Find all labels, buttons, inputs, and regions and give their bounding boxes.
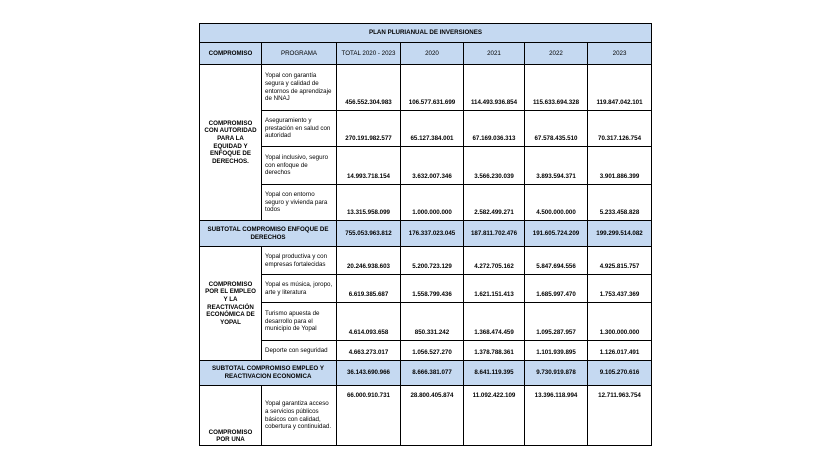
y2023-cell: 119.847.042.101	[588, 65, 652, 111]
subtotal-2022: 9.730.919.878	[525, 361, 588, 386]
header-2023: 2023	[588, 43, 652, 65]
compromiso-cell: COMPROMISO CON AUTORIDAD PARA LA EQUIDAD Y ENFOQUE DE DERECHOS.	[200, 65, 262, 221]
header-compromiso: COMPROMISO	[200, 43, 262, 65]
header-programa: PROGRAMA	[262, 43, 337, 65]
y2022-cell: 1.685.997.470	[525, 275, 588, 303]
programa-cell: Turismo apuesta de desarrollo para el municipio de Yopal	[262, 303, 337, 341]
total-cell: 6.619.385.687	[337, 275, 401, 303]
programa-cell: Aseguramiento y prestación en salud con autoridad	[262, 111, 337, 147]
y2022-cell: 4.500.000.000	[525, 185, 588, 221]
compromiso-cell: COMPROMISO POR UNA	[200, 386, 262, 446]
y2020-cell: 3.632.007.346	[401, 147, 464, 185]
header-2021: 2021	[464, 43, 525, 65]
table-row	[200, 275, 652, 303]
total-cell: 456.552.304.983	[337, 65, 401, 111]
y2023-cell: 12.711.963.754	[588, 386, 652, 446]
programa-cell: Yopal es música, joropo, arte y literatura	[262, 275, 337, 303]
y2023-cell: 4.925.815.757	[588, 247, 652, 275]
header-row	[200, 43, 652, 65]
y2021-cell: 11.092.422.109	[464, 386, 525, 446]
y2021-cell: 1.378.788.361	[464, 341, 525, 361]
y2022-cell: 13.396.118.994	[525, 386, 588, 446]
programa-cell: Yopal garantiza acceso a servicios públicos básicos con calidad, cobertura y continuidad.	[262, 386, 337, 446]
total-cell: 20.246.938.603	[337, 247, 401, 275]
y2021-cell: 1.368.474.459	[464, 303, 525, 341]
subtotal-2020: 176.337.023.045	[401, 221, 464, 247]
y2021-cell: 114.493.936.854	[464, 65, 525, 111]
programa-cell: Yopal inclusivo, seguro con enfoque de derechos	[262, 147, 337, 185]
y2020-cell: 65.127.384.001	[401, 111, 464, 147]
y2020-cell: 106.577.631.699	[401, 65, 464, 111]
y2022-cell: 115.633.694.328	[525, 65, 588, 111]
subtotal-label: SUBTOTAL COMPROMISO ENFOQUE DE DERECHOS	[200, 221, 337, 247]
y2022-cell: 1.101.939.895	[525, 341, 588, 361]
table-row	[200, 341, 652, 361]
y2022-cell: 1.095.287.957	[525, 303, 588, 341]
subtotal-2022: 191.605.724.209	[525, 221, 588, 247]
subtotal-row	[200, 361, 652, 386]
y2023-cell: 1.753.437.369	[588, 275, 652, 303]
total-cell: 4.663.273.017	[337, 341, 401, 361]
y2021-cell: 4.272.705.162	[464, 247, 525, 275]
y2023-cell: 5.233.458.828	[588, 185, 652, 221]
header-2020: 2020	[401, 43, 464, 65]
subtotal-2021: 8.641.119.395	[464, 361, 525, 386]
subtotal-2023: 199.299.514.082	[588, 221, 652, 247]
total-cell: 4.614.093.658	[337, 303, 401, 341]
y2021-cell: 2.582.499.271	[464, 185, 525, 221]
y2023-cell: 70.317.126.754	[588, 111, 652, 147]
investment-plan-table	[199, 23, 652, 446]
table-row	[200, 65, 652, 111]
table-row	[200, 303, 652, 341]
y2021-cell: 67.169.036.313	[464, 111, 525, 147]
y2020-cell: 1.056.527.270	[401, 341, 464, 361]
table-row	[200, 111, 652, 147]
y2022-cell: 3.893.594.371	[525, 147, 588, 185]
subtotal-2020: 8.666.381.077	[401, 361, 464, 386]
y2022-cell: 67.578.435.510	[525, 111, 588, 147]
y2020-cell: 28.800.405.874	[401, 386, 464, 446]
table-row	[200, 147, 652, 185]
total-cell: 13.315.958.099	[337, 185, 401, 221]
y2020-cell: 5.200.723.129	[401, 247, 464, 275]
y2021-cell: 1.621.151.413	[464, 275, 525, 303]
programa-cell: Deporte con seguridad	[262, 341, 337, 361]
header-total: TOTAL 2020 - 2023	[337, 43, 401, 65]
programa-cell: Yopal con garantía segura y calidad de entornos de aprendizaje de NNAJ	[262, 65, 337, 111]
programa-cell: Yopal con entorno seguro y vivienda para todos	[262, 185, 337, 221]
total-cell: 14.993.718.154	[337, 147, 401, 185]
y2021-cell: 3.566.230.039	[464, 147, 525, 185]
programa-cell: Yopal productiva y con empresas fortalecidas	[262, 247, 337, 275]
table-row	[200, 386, 652, 446]
table-row	[200, 247, 652, 275]
y2020-cell: 1.558.799.436	[401, 275, 464, 303]
y2023-cell: 1.126.017.491	[588, 341, 652, 361]
subtotal-2023: 9.105.270.616	[588, 361, 652, 386]
subtotal-total: 755.053.963.812	[337, 221, 401, 247]
compromiso-cell: COMPROMISO POR EL EMPLEO Y LA REACTIVACIÓN ECONÓMICA DE YOPAL	[200, 247, 262, 361]
y2023-cell: 3.901.886.399	[588, 147, 652, 185]
total-cell: 270.191.982.577	[337, 111, 401, 147]
y2020-cell: 850.331.242	[401, 303, 464, 341]
y2022-cell: 5.847.694.556	[525, 247, 588, 275]
subtotal-2021: 187.811.702.476	[464, 221, 525, 247]
subtotal-total: 36.143.690.966	[337, 361, 401, 386]
total-cell: 66.000.910.731	[337, 386, 401, 446]
table-title: PLAN PLURIANUAL DE INVERSIONES	[200, 24, 652, 43]
subtotal-row	[200, 221, 652, 247]
header-2022: 2022	[525, 43, 588, 65]
subtotal-label: SUBTOTAL COMPROMISO EMPLEO Y REACTIVACION ECONOMICA	[200, 361, 337, 386]
y2020-cell: 1.000.000.000	[401, 185, 464, 221]
y2023-cell: 1.300.000.000	[588, 303, 652, 341]
table-row	[200, 185, 652, 221]
